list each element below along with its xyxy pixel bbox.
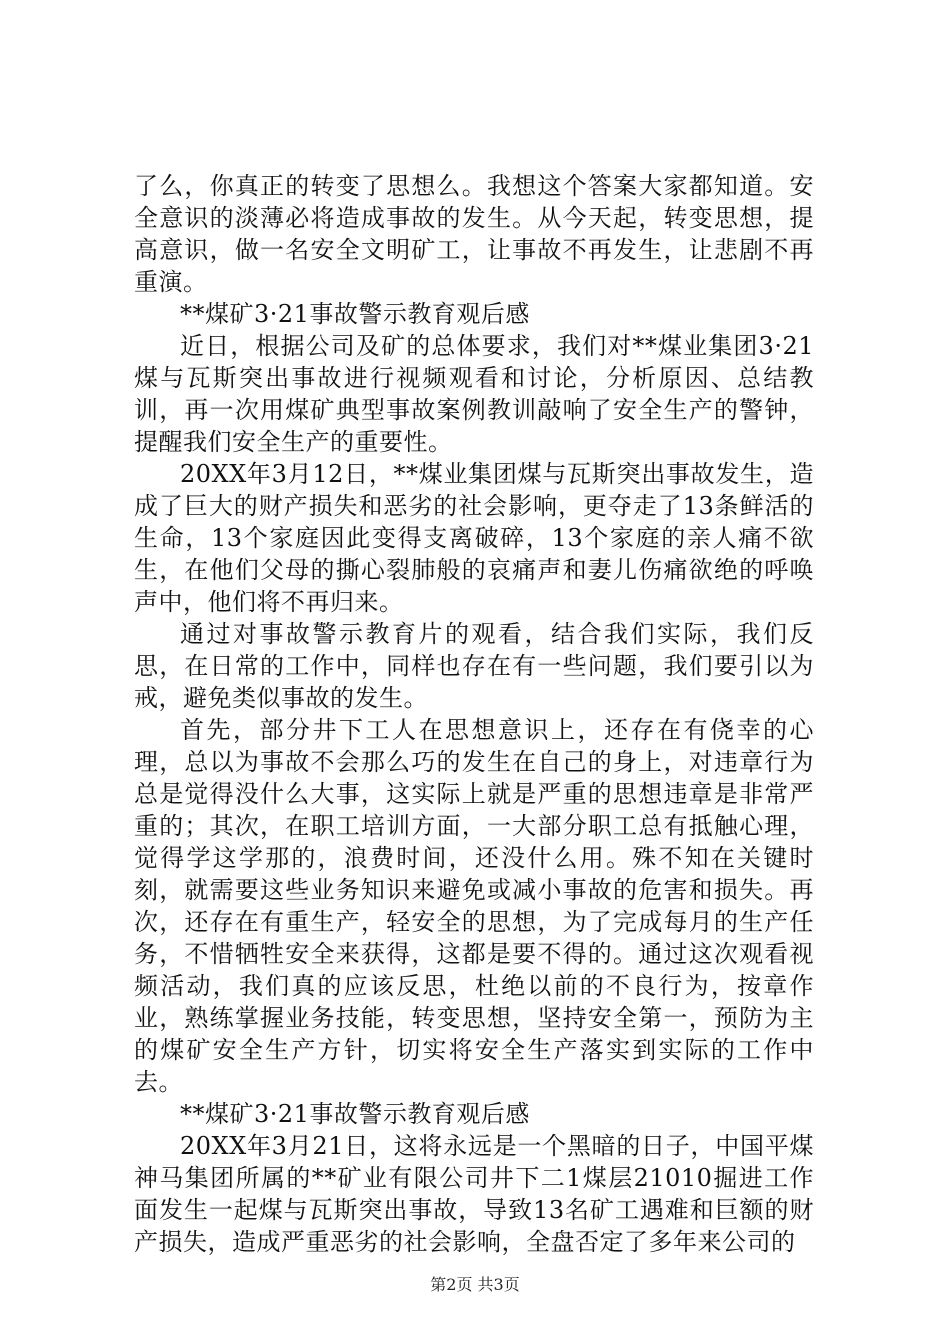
section-heading-2: **煤矿3·21事故警示教育观后感 (180, 1100, 530, 1128)
paragraph-reflection: 通过对事故警示教育片的观看，结合我们实际，我们反思，在日常的工作中，同样也存在有一些问题，我们要引以为戒，避免类似事故的发生。 (134, 620, 814, 712)
paragraph-incident: 20XX年3月12日，**煤业集团煤与瓦斯突出事故发生，造成了巨大的财产损失和恶劣的社会影响，更夺走了13条鲜活的生命，13个家庭因此变得支离破碎，13个家庭的亲人痛不欲生，在他们父母的撕心裂肺般的哀痛声和妻儿伤痛欲绝的呼唤声中，他们将不再归来。 (134, 460, 814, 616)
section-heading: **煤矿3·21事故警示教育观后感 (180, 300, 530, 328)
paragraph-continuation: 了么，你真正的转变了思想么。我想这个答案大家都知道。安全意识的淡薄必将造成事故的发生。从今天起，转变思想，提高意识，做一名安全文明矿工，让事故不再发生，让悲剧不再重演。 (134, 172, 814, 296)
document-body (134, 170, 814, 1258)
paragraph-second-essay: 20XX年3月21日，这将永远是一个黑暗的日子，中国平煤神马集团所属的**矿业有限公司井下二1煤层21010掘进工作面发生一起煤与瓦斯突出事故，导致13名矿工遇难和巨额的财产损失，造成严重恶劣的社会影响，全盘否定了多年来公司的 (134, 1132, 814, 1256)
paragraph-intro: 近日，根据公司及矿的总体要求，我们对**煤业集团3·21煤与瓦斯突出事故进行视频观看和讨论，分析原因、总结教训，再一次用煤矿典型事故案例教训敲响了安全生产的警钟，提醒我们安全生产的重要性。 (134, 332, 814, 456)
page-number-footer: 第2页 共3页 (430, 1275, 520, 1294)
paragraph-analysis: 首先，部分井下工人在思想意识上，还存在有侥幸的心理，总以为事故不会那么巧的发生在自己的身上，对违章行为总是觉得没什么大事，这实际上就是严重的思想违章是非常严重的；其次，在职工培训方面，一大部分职工总有抵触心理，觉得学这学那的，浪费时间，还没什么用。殊不知在关键时刻，就需要这些业务知识来避免或减小事故的危害和损失。再次，还存在有重生产，轻安全的思想，为了完成每月的生产任务，不惜牺牲安全来获得，这都是要不得的。通过这次观看视频活动，我们真的应该反思，杜绝以前的不良行为，按章作业，熟练掌握业务技能，转变思想，坚持安全第一，预防为主的煤矿安全生产方针，切实将安全生产落实到实际的工作中去。 (134, 716, 814, 1096)
